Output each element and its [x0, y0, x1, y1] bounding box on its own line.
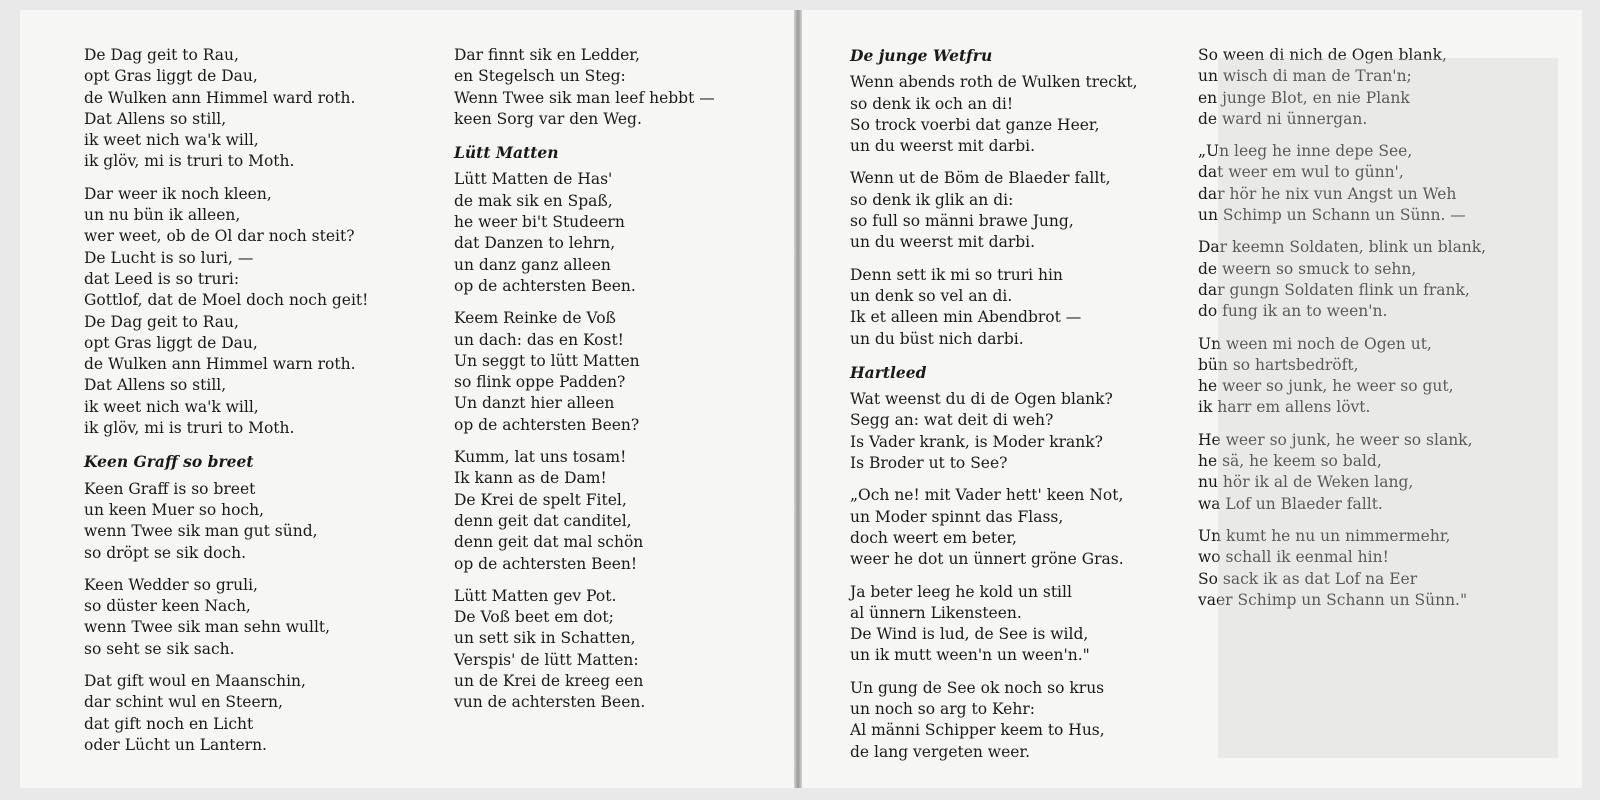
- stanza: [850, 678, 1138, 763]
- verse-line: so full so männi brawe Jung,: [850, 212, 1074, 231]
- verse-line: Keen Wedder so gruli,: [84, 575, 258, 594]
- verse-line: Is Broder ut to See?: [850, 454, 1008, 473]
- verse-line: Kumm, lat uns tosam!: [454, 448, 627, 467]
- verse-line: ik weet nich wa'k will,: [84, 397, 259, 416]
- verse-line: vun de achtersten Been.: [454, 693, 646, 712]
- verse-line: dar schint wul en Steern,: [84, 693, 283, 712]
- verse-line: De Voß beet em dot;: [454, 608, 614, 627]
- verse-line: de Wulken ann Himmel warn roth.: [84, 355, 356, 374]
- stanza: [84, 671, 368, 756]
- stanza: [454, 586, 715, 714]
- stanza: [454, 142, 715, 297]
- verse-line: Lütt Matten gev Pot.: [454, 586, 617, 605]
- verse-line: He weer so junk, he weer so slank,: [1198, 430, 1473, 449]
- verse-line: Dar keemn Soldaten, blink un blank,: [1198, 238, 1487, 257]
- verse-line: so denk ik och an di!: [850, 94, 1014, 113]
- verse-line: un Moder spinnt das Flass,: [850, 507, 1064, 526]
- verse-line: de mak sik en Spaß,: [454, 191, 613, 210]
- verse-line: un wisch di man de Tran'n;: [1198, 67, 1412, 86]
- verse-line: un du weerst mit darbi.: [850, 233, 1036, 252]
- verse-line: „Un leeg he inne depe See,: [1198, 142, 1413, 161]
- verse-line: Wat weenst du di de Ogen blank?: [850, 390, 1113, 409]
- verse-line: dar hör he nix vun Angst un Weh: [1198, 184, 1457, 203]
- verse-line: un denk so vel an di.: [850, 286, 1013, 305]
- verse-line: Un kumt he nu un nimmermehr,: [1198, 526, 1451, 545]
- verse-line: Un danzt hier alleen: [454, 394, 615, 413]
- verse-line: wer weet, ob de Ol dar noch steit?: [84, 227, 355, 246]
- verse-line: dat gift noch en Licht: [84, 714, 254, 733]
- verse-line: Dar finnt sik en Ledder,: [454, 46, 640, 64]
- stanza: [84, 575, 368, 660]
- verse-line: Dar weer ik noch kleen,: [84, 184, 272, 203]
- verse-line: un noch so arg to Kehr:: [850, 700, 1035, 719]
- verse-line: De Dag geit to Rau,: [84, 312, 239, 331]
- verse-line: un nu bün ik alleen,: [84, 206, 241, 225]
- verse-line: ik glöv, mi is truri to Moth.: [84, 152, 295, 171]
- verse-line: so düster keen Nach,: [84, 597, 251, 616]
- poem-column-2: [454, 45, 715, 725]
- verse-line: nu hör ik al de Weken lang,: [1198, 473, 1414, 492]
- poem-title: Hartleed: [850, 362, 927, 382]
- verse-line: wenn Twee sik man sehn wullt,: [84, 618, 331, 637]
- stanza: [454, 45, 715, 130]
- stanza: [850, 168, 1138, 253]
- stanza: [850, 485, 1138, 570]
- verse-line: So sack ik as dat Lof na Eer: [1198, 569, 1418, 588]
- verse-line: un danz ganz alleen: [454, 255, 611, 274]
- verse-line: op de achtersten Been!: [454, 554, 638, 573]
- verse-line: dat weer em wul to günn',: [1198, 163, 1404, 182]
- verse-line: de weern so smuck to sehn,: [1198, 259, 1417, 278]
- verse-line: weer he dot un ünnert gröne Gras.: [850, 550, 1124, 569]
- verse-line: do fung ik an to ween'n.: [1198, 302, 1388, 321]
- verse-line: keen Sorg var den Weg.: [454, 109, 642, 128]
- verse-line: so denk ik glik an di:: [850, 190, 1014, 209]
- verse-line: Ja beter leeg he kold un still: [850, 582, 1072, 601]
- verse-line: un sett sik in Schatten,: [454, 629, 636, 648]
- verse-line: de Wulken ann Himmel ward roth.: [84, 88, 356, 107]
- bleed-through-shade: [1218, 58, 1558, 758]
- verse-line: So trock voerbi dat ganze Heer,: [850, 115, 1100, 134]
- verse-line: un du büst nich darbi.: [850, 329, 1024, 348]
- stanza: [454, 447, 715, 575]
- verse-line: so flink oppe Padden?: [454, 373, 626, 392]
- verse-line: dar gungn Soldaten flink un frank,: [1198, 280, 1470, 299]
- poem-column-1: [84, 45, 368, 767]
- verse-line: wa Lof un Blaeder fallt.: [1198, 494, 1383, 513]
- stanza: [850, 265, 1138, 350]
- verse-line: bün so hartsbedröft,: [1198, 355, 1359, 374]
- verse-line: Wenn abends roth de Wulken treckt,: [850, 73, 1138, 92]
- verse-line: Wenn ut de Böm de Blaeder fallt,: [850, 169, 1111, 188]
- poem-column-3: [850, 45, 1138, 774]
- booklet-fold: [794, 10, 802, 788]
- left-page: [20, 10, 794, 788]
- verse-line: ik weet nich wa'k will,: [84, 131, 259, 150]
- verse-line: Ik kann as de Dam!: [454, 469, 607, 488]
- verse-line: op de achtersten Been.: [454, 276, 636, 295]
- verse-line: un ik mutt ween'n un ween'n.": [850, 646, 1090, 665]
- verse-line: so seht se sik sach.: [84, 639, 235, 658]
- verse-line: un keen Muer so hoch,: [84, 500, 265, 519]
- verse-line: ik harr em allens lövt.: [1198, 398, 1371, 417]
- verse-line: un de Krei de kreeg een: [454, 672, 644, 691]
- verse-line: doch weert em beter,: [850, 528, 1017, 547]
- verse-line: en junge Blot, en nie Plank: [1198, 88, 1410, 107]
- poem-title: De junge Wetfru: [850, 46, 993, 65]
- verse-line: De Wind is lud, de See is wild,: [850, 625, 1089, 644]
- verse-line: oder Lücht un Lantern.: [84, 735, 267, 754]
- stanza: [84, 184, 368, 440]
- verse-line: Segg an: wat deit di weh?: [850, 411, 1054, 430]
- poem-title: Lütt Matten: [454, 143, 559, 163]
- verse-line: he sä, he keem so bald,: [1198, 452, 1382, 471]
- verse-line: Gottlof, dat de Moel doch noch geit!: [84, 291, 369, 310]
- stanza: [454, 308, 715, 436]
- verse-line: Dat Allens so still,: [84, 376, 227, 395]
- verse-line: dat Leed is so truri:: [84, 269, 240, 288]
- verse-line: de lang vergeten weer.: [850, 742, 1031, 761]
- verse-line: Keen Graff is so breet: [84, 479, 256, 498]
- verse-line: de ward ni ünnergan.: [1198, 109, 1368, 128]
- verse-line: ik glöv, mi is truri to Moth.: [84, 419, 295, 438]
- verse-line: dat Danzen to lehrn,: [454, 234, 616, 253]
- verse-line: Un gung de See ok noch so krus: [850, 678, 1105, 697]
- verse-line: Lütt Matten de Has': [454, 170, 613, 189]
- verse-line: Is Vader krank, is Moder krank?: [850, 432, 1103, 451]
- poem-title: Keen Graff so breet: [84, 452, 254, 472]
- verse-line: „Och ne! mit Vader hett' keen Not,: [850, 486, 1124, 505]
- verse-line: en Stegelsch un Steg:: [454, 67, 626, 86]
- verse-line: Verspis' de lütt Matten:: [454, 650, 639, 669]
- verse-line: Al männi Schipper keem to Hus,: [850, 721, 1105, 740]
- verse-line: so dröpt se sik doch.: [84, 543, 247, 562]
- verse-line: Un seggt to lütt Matten: [454, 351, 640, 370]
- verse-line: un du weerst mit darbi.: [850, 137, 1036, 156]
- verse-line: he weer bi't Studeern: [454, 213, 625, 232]
- stanza: [84, 45, 368, 173]
- verse-line: un dach: das en Kost!: [454, 330, 624, 349]
- verse-line: he weer so junk, he weer so gut,: [1198, 377, 1454, 396]
- stanza: [850, 582, 1138, 667]
- verse-line: al ünnern Likensteen.: [850, 603, 1022, 622]
- verse-line: De Krei de spelt Fitel,: [454, 490, 627, 509]
- stanza: [84, 451, 368, 563]
- verse-line: un Schimp un Schann un Sünn. —: [1198, 206, 1466, 225]
- verse-line: De Dag geit to Rau,: [84, 46, 239, 64]
- verse-line: denn geit dat canditel,: [454, 511, 632, 530]
- verse-line: Keem Reinke de Voß: [454, 309, 616, 328]
- verse-line: opt Gras liggt de Dau,: [84, 67, 258, 86]
- stanza: [850, 45, 1138, 157]
- verse-line: De Lucht is so luri, —: [84, 248, 254, 267]
- verse-line: Ik et alleen min Abendbrot —: [850, 308, 1082, 327]
- verse-line: Dat gift woul en Maanschin,: [84, 672, 306, 691]
- stanza: [850, 362, 1138, 474]
- verse-line: vaer Schimp un Schann un Sünn.": [1198, 590, 1468, 609]
- verse-line: Un ween mi noch de Ogen ut,: [1198, 334, 1432, 353]
- verse-line: Wenn Twee sik man leef hebbt —: [454, 88, 715, 107]
- verse-line: wenn Twee sik man gut sünd,: [84, 522, 318, 541]
- verse-line: opt Gras liggt de Dau,: [84, 333, 258, 352]
- verse-line: wo schall ik eenmal hin!: [1198, 548, 1389, 567]
- verse-line: Dat Allens so still,: [84, 109, 227, 128]
- verse-line: So ween di nich de Ogen blank,: [1198, 46, 1447, 64]
- verse-line: op de achtersten Been?: [454, 415, 640, 434]
- verse-line: Denn sett ik mi so truri hin: [850, 265, 1063, 284]
- verse-line: denn geit dat mal schön: [454, 533, 644, 552]
